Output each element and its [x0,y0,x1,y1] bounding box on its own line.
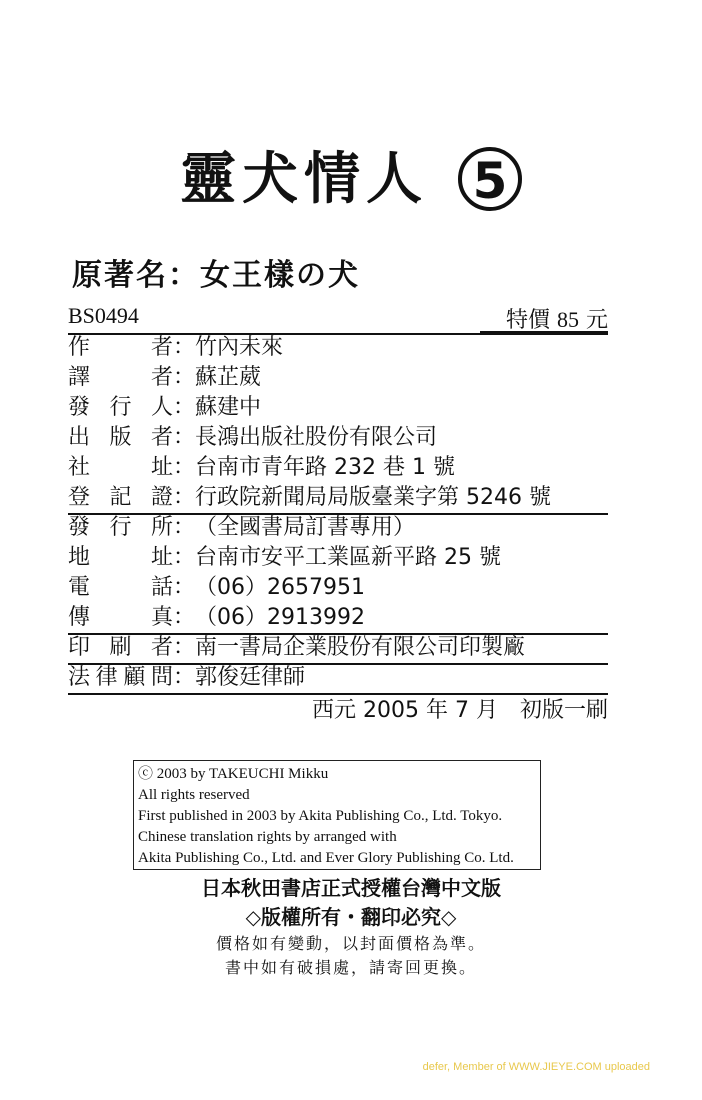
book-code: BS0494 [68,303,139,328]
credit-label [68,663,173,693]
credit-row [68,543,608,573]
credit-label-char: 者 [150,335,173,360]
credit-label [68,603,173,633]
rights-notice: ◇版權所有・翻印必究◇ [245,905,457,929]
credit-colon: ： [173,545,196,570]
credit-label-char: 者 [150,425,173,450]
credit-label-char: 版 [109,425,132,450]
credit-value: （06）2913992 [195,605,365,630]
credit-label-char: 話 [150,575,173,600]
copyright-line: Akita Publishing Co., Ltd. and Ever Glory Publishing Co. Ltd. [138,850,514,866]
credit-label-char: 行 [109,395,132,420]
credit-value: （06）2657951 [195,575,365,600]
credit-value: 台南市安平工業區新平路 25 號 [195,545,501,570]
credit-colon: ： [173,605,196,630]
credit-value: 台南市青年路 232 巷 1 號 [195,455,455,480]
credit-label-char: 真 [150,605,173,630]
credit-colon: ： [173,395,196,420]
credit-value: 南一書局企業股份有限公司印製廠 [195,635,526,660]
credit-row [68,453,608,483]
credit-label-char: 所 [150,515,173,540]
price-suffix: 元 [585,308,608,333]
credit-value: 蘇建中 [195,395,262,420]
book-title [0,145,702,215]
credit-label [68,333,173,363]
credit-row [68,603,608,633]
credit-label-char: 發 [68,395,91,420]
credit-label [68,573,173,603]
credit-colon: ： [173,455,196,480]
credit-label-char: 行 [109,515,132,540]
original-title: 原著名：女王樣の犬 [72,258,360,293]
credit-colon: ： [173,515,196,540]
credit-colon: ： [173,575,196,600]
credit-label-char: 電 [68,575,91,600]
credit-label-char: 地 [68,545,91,570]
credit-label-char: 址 [150,545,173,570]
credit-row [68,363,608,393]
credit-row [68,393,608,423]
copyright-line: Chinese translation rights by arranged with [138,829,397,845]
credit-label [68,363,173,393]
credit-row [68,573,608,603]
credit-value: 蘇芷葳 [195,365,262,390]
uploader-footer: defer, Member of WWW.JIEYE.COM uploaded [422,1061,650,1073]
credit-row [68,663,608,693]
copyright-line: First published in 2003 by Akita Publishing Co., Ltd. Tokyo. [138,808,503,824]
credit-value: 行政院新聞局局版臺業字第 5246 號 [195,485,551,510]
credit-value: 長鴻出版社股份有限公司 [195,425,438,450]
credit-colon: ： [173,365,196,390]
credit-label-char: 出 [68,425,91,450]
credit-label-char: 證 [150,485,173,510]
credit-label-char: 印 [68,635,91,660]
credit-label-char: 刷 [109,635,132,660]
credit-label-char: 者 [150,365,173,390]
credit-label-char: 發 [68,515,91,540]
credit-label-char: 作 [68,335,91,360]
divider-publisher [68,513,608,515]
credit-value: 郭俊廷律師 [195,665,306,690]
divider-bottom [68,693,608,695]
credit-label-char: 址 [150,455,173,480]
volume-number-badge: 5 [458,147,522,211]
credit-label-char: 法 [68,665,91,690]
credit-colon: ： [173,425,196,450]
book-title-text: 靈犬情人 [180,147,428,212]
credit-label-char: 律 [95,665,118,690]
credit-label-char: 登 [68,485,91,510]
credit-label [68,453,173,483]
credit-label [68,393,173,423]
credit-label-char: 社 [68,455,91,480]
authorization-line: 日本秋田書店正式授權台灣中文版 [201,876,501,900]
credit-value: （全國書局訂書專用） [195,515,416,540]
price [506,303,608,334]
credit-row [68,333,608,363]
price-prefix: 特價 [505,308,550,333]
copyright-line: All rights reserved [138,787,250,803]
credit-label [68,633,173,663]
credit-label-char: 顧 [123,665,146,690]
credit-label [68,543,173,573]
credit-row [68,483,608,513]
credit-label-char: 譯 [68,365,91,390]
edition-date: 西元 2005 年 7 月 初版一刷 [312,698,608,723]
divider-legal [68,663,608,665]
copyright-line: ⓒ 2003 by TAKEUCHI Mikku [138,766,329,782]
damage-return-note: 書中如有破損處，請寄回更換。 [224,958,477,977]
divider-printer [68,633,608,635]
credit-colon: ： [173,665,196,690]
price-amount: 85 [556,307,579,332]
price-change-note: 價格如有變動，以封面價格為準。 [215,934,486,953]
credit-colon: ： [173,335,196,360]
credit-label-char: 人 [150,395,173,420]
credit-label-char: 記 [109,485,132,510]
credit-label-char: 問 [150,665,173,690]
credit-label-char: 者 [150,635,173,660]
credit-row [68,633,608,663]
credit-colon: ： [173,485,196,510]
credit-label [68,513,173,543]
code-price-row [68,303,608,333]
credit-row [68,513,608,543]
copyright-box [133,760,541,870]
credit-colon: ： [173,635,196,660]
credit-label-char: 傳 [68,605,91,630]
credit-label [68,423,173,453]
credit-label [68,483,173,513]
credit-value: 竹內未來 [195,335,284,360]
credit-row [68,423,608,453]
